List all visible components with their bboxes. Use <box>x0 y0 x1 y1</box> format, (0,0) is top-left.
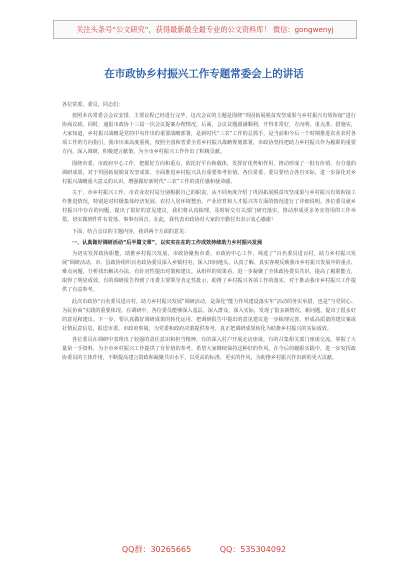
section-paragraph: 为切实发挥政协职能，助推乡村振兴发展，市政协聚焦市委、市政府中心工作，筛选了“百名委员进百村，助力乡村振兴发展”调研活动。市、县政协组织百名政协委员深入乡镇村屯，深入田间地头，认真了解、真实客观反映我市乡村振兴发展中的重点、难点问题，分析找出解决办法，有针对性提出对策和建议。从组织的效果看，进一步凝聚了全体政协委员共识，提高了履职能力，取得了明显成效，有的调研报告得到了市委主要领导肯定性批示，助推了乡村振兴各项工作的落实，对于推动我市乡村振兴工作提供了有益参考。 <box>62 251 356 294</box>
section-paragraph: 此次市政协“百名委员进百村，助力乡村振兴发展”调研活动，是深化“能力作风建设落实年”活动的务实举措，也是“与党同心、为民协商”实践的重要体现。在调研中，各位委员能够深入基层、深入群众，深入实际，发现了很多新情况、新问题，提出了很多好的意见和建议。下一步，要认真做好调研成果的转化运用，把调研报告中提出的意见建议进一步梳理完善，形成高质量的建议案或社情民意信息，报送市委、市政府参阅，为党委和政府决策提供参考，真正把调研成果转化为助推乡村振兴的实际成效。 <box>62 298 356 332</box>
salutation: 各位常委、委员，同志们： <box>62 102 124 108</box>
body-paragraph: 按照本次常委会会议安排，主要议程已经进行完毕，这次会议的主题是围绕“巩固拓展脱贫攻坚成果与乡村振兴有效衔接”进行协商议政。同时，通报市政协十三届一次会议提案办理情况，后面，会议议题圆满顺利，开得非常好，方向明、重点准、措施实，大家知道，乡村振兴战略是党的中央作出的重要战略部署，是新时代“三农”工作的总抓手，是当前和今后一个时期推进农业农村各项工作的方向指引，我市历来高度重视，按照全国和省委全省乡村振兴战略规划部署，市政协坚持把助力乡村振兴作为履职的重要方向，深入调研，积极建言献策，为全市乡村振兴工作作出了积极贡献。 <box>62 113 356 156</box>
promo-banner: 关注头条号“公文研究”，获得最新最全最专业的公文资料库！ 微信：gongwenyj <box>53 20 357 39</box>
document-body <box>62 101 356 366</box>
body-paragraph: 下面，结合会议的主题内容，我讲两个方面的意见： <box>72 228 190 235</box>
contact-footer <box>0 544 408 555</box>
section-paragraph: 各位委员在调研中表现出了较强的责任意识和担当精神，有的深入村户开展走访座谈，有的召集相关部门座谈交流，掌握了大量第一手资料，为全市乡村振兴工作提供了有价值的参考。希望大家继续保持这种好的作风，在今后的履职实践中，进一步发挥政协委员的主体作用，不断提高建言资政和凝聚共识水平，以更高的标准、更实的作风，为助推乡村振兴作出新的更大贡献。 <box>62 337 356 362</box>
qq-group-text: QQ群：30265665 <box>121 545 192 554</box>
body-paragraph: 围绕市委、市政府中心工作，把握好方向和重点，依托好平台和载体，发挥好优势和作用，推动形成了一批有价值、有分量的调研成果，对于巩固拓展脱贫攻坚成果、全面推进乡村振兴具有重要参考价值。各位常委、委员要结合各自实际，进一步深化对乡村振兴战略重大意义的认识，增强做好新时代“三农”工作的责任感和使命感。 <box>62 160 356 185</box>
qq-number-text: QQ：535304092 <box>219 545 287 554</box>
document-title: 在市政协乡村振兴工作专题常委会上的讲话 <box>104 68 304 80</box>
body-paragraph: 关于，市乡村振兴工作。市农业农村局分别根据自己的职责，从不同角度介绍了巩固拓展脱贫攻坚成果与乡村振兴有效衔接工作推进情况，特别是对村级集体经济发展、农村人居环境整治、产业培育和人才振兴等方面的情况进行了详细说明。各位委员就乡村振兴中存在的问题，提出了很好的意见建议，我们将认真梳理，及时转交有关部门研究落实，推动形成更多务实管用的工作举措，切实做到件件有着落、事事有回音。在此，我代表市政协对大家的辛勤付出表示衷心感谢！ <box>62 190 356 224</box>
section-heading: 一、认真做好调研活动“后半篇文章”，以实实在在的工作成效持续助力乡村振兴发展 <box>72 239 263 246</box>
